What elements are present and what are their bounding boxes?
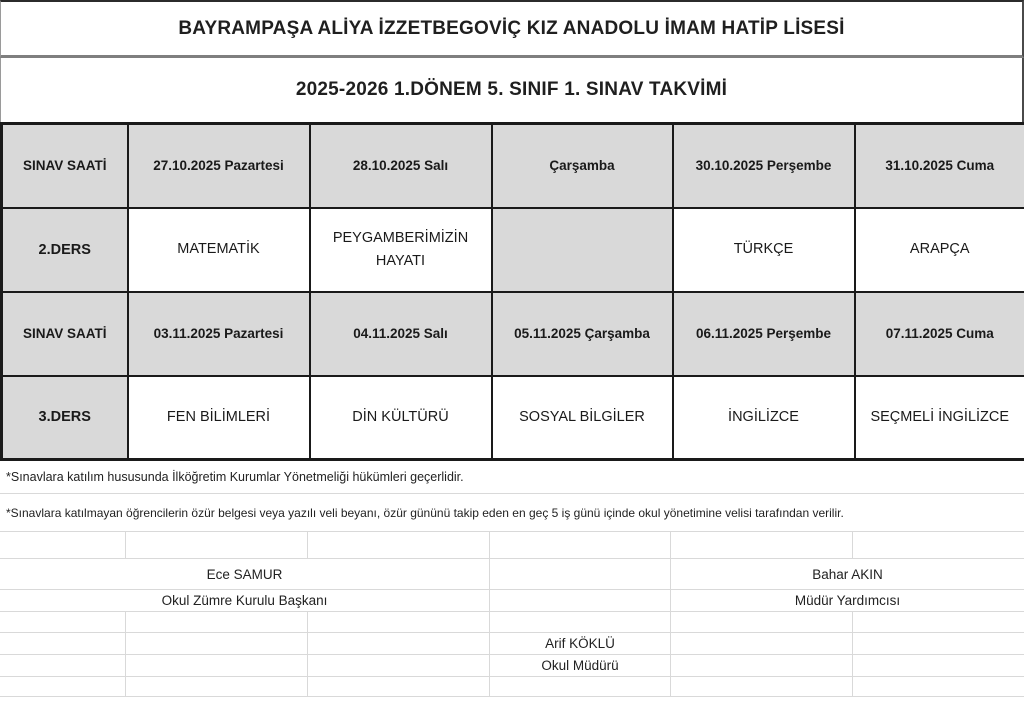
note-attendance-rule [0,461,1024,494]
grid-cell [308,612,490,633]
grid-cell [308,532,490,559]
row-label: 2.DERS [2,208,128,292]
grid-cell [490,559,671,590]
signature-title-okul-muduru: Okul Müdürü [490,655,671,677]
grid-cell [671,532,853,559]
subject-cell: SEÇMELİ İNGİLİZCE [855,376,1024,460]
signature-name-zumre: Ece SAMUR [0,559,490,590]
grid-cell [0,655,126,677]
grid-cell [308,677,490,697]
grid-cell [853,532,1024,559]
row-label: SINAV SAATİ [2,124,128,208]
schedule-title-header [0,58,1024,122]
date-cell: 07.11.2025 Cuma [855,292,1024,376]
date-cell: Çarşamba [492,124,673,208]
signature-name-okul-muduru: Arif KÖKLÜ [490,633,671,655]
date-cell: 04.11.2025 Salı [310,292,492,376]
subject-cell: DİN KÜLTÜRÜ [310,376,492,460]
signature-name-mudur-yardimcisi: Bahar AKIN [671,559,1024,590]
date-cell: 30.10.2025 Perşembe [673,124,855,208]
note-text: *Sınavlara katılmayan öğrencilerin özür belgesi veya yazılı veli beyanı, özür gününü takip eden en geç 5 iş günü içinde okul yönetimine velisi tarafından verilir. [6,505,844,520]
grid-cell [126,655,308,677]
table-row-exam-time-2 [2,292,1024,376]
exam-table [0,122,1024,461]
grid-cell [853,633,1024,655]
table-row-lesson-2 [2,208,1024,292]
subject-cell: SOSYAL BİLGİLER [492,376,673,460]
grid-cell [0,532,126,559]
grid-row-empty [0,532,1024,559]
grid-cell [126,612,308,633]
date-cell: 28.10.2025 Salı [310,124,492,208]
subject-cell: İNGİLİZCE [673,376,855,460]
date-cell: 03.11.2025 Pazartesi [128,292,310,376]
grid-row-signature-titles [0,590,1024,612]
row-label: SINAV SAATİ [2,292,128,376]
grid-cell [0,677,126,697]
grid-cell [126,532,308,559]
row-label: 3.DERS [2,376,128,460]
subject-cell: FEN BİLİMLERİ [128,376,310,460]
grid-row-signature-names [0,559,1024,590]
grid-cell [490,612,671,633]
subject-cell-empty [492,208,673,292]
date-cell: 27.10.2025 Pazartesi [128,124,310,208]
date-cell: 31.10.2025 Cuma [855,124,1024,208]
grid-cell [671,655,853,677]
note-text: *Sınavlara katılım hususunda İlköğretim Kurumlar Yönetmeliği hükümleri geçerlidir. [6,470,464,484]
grid-row-principal-title [0,655,1024,677]
grid-row-principal-name [0,633,1024,655]
grid-cell [308,633,490,655]
subject-cell: TÜRKÇE [673,208,855,292]
grid-cell [490,532,671,559]
subject-cell: PEYGAMBERİMİZİN HAYATI [310,208,492,292]
grid-cell [853,677,1024,697]
signature-title-zumre: Okul Zümre Kurulu Başkanı [0,590,490,612]
grid-cell [0,633,126,655]
note-absence-rule [0,494,1024,532]
grid-row-empty [0,612,1024,633]
grid-cell [490,590,671,612]
grid-row-empty [0,677,1024,697]
table-row-lesson-3 [2,376,1024,460]
grid-cell [126,677,308,697]
date-cell: 05.11.2025 Çarşamba [492,292,673,376]
table-row-exam-time-1 [2,124,1024,208]
schedule-title: 2025-2026 1.DÖNEM 5. SINIF 1. SINAV TAKVİMİ [295,79,728,100]
grid-cell [126,633,308,655]
grid-cell [671,633,853,655]
subject-cell: ARAPÇA [855,208,1024,292]
school-name-header [0,0,1024,58]
school-name: BAYRAMPAŞA ALİYA İZZETBEGOVİÇ KIZ ANADOLU İMAM HATİP LİSESİ [178,17,845,39]
grid-cell [853,612,1024,633]
grid-cell [853,655,1024,677]
grid-cell [308,655,490,677]
grid-cell [671,612,853,633]
grid-cell [0,612,126,633]
subject-cell: MATEMATİK [128,208,310,292]
signature-title-mudur-yardimcisi: Müdür Yardımcısı [671,590,1024,612]
grid-cell [671,677,853,697]
grid-cell [490,677,671,697]
date-cell: 06.11.2025 Perşembe [673,292,855,376]
